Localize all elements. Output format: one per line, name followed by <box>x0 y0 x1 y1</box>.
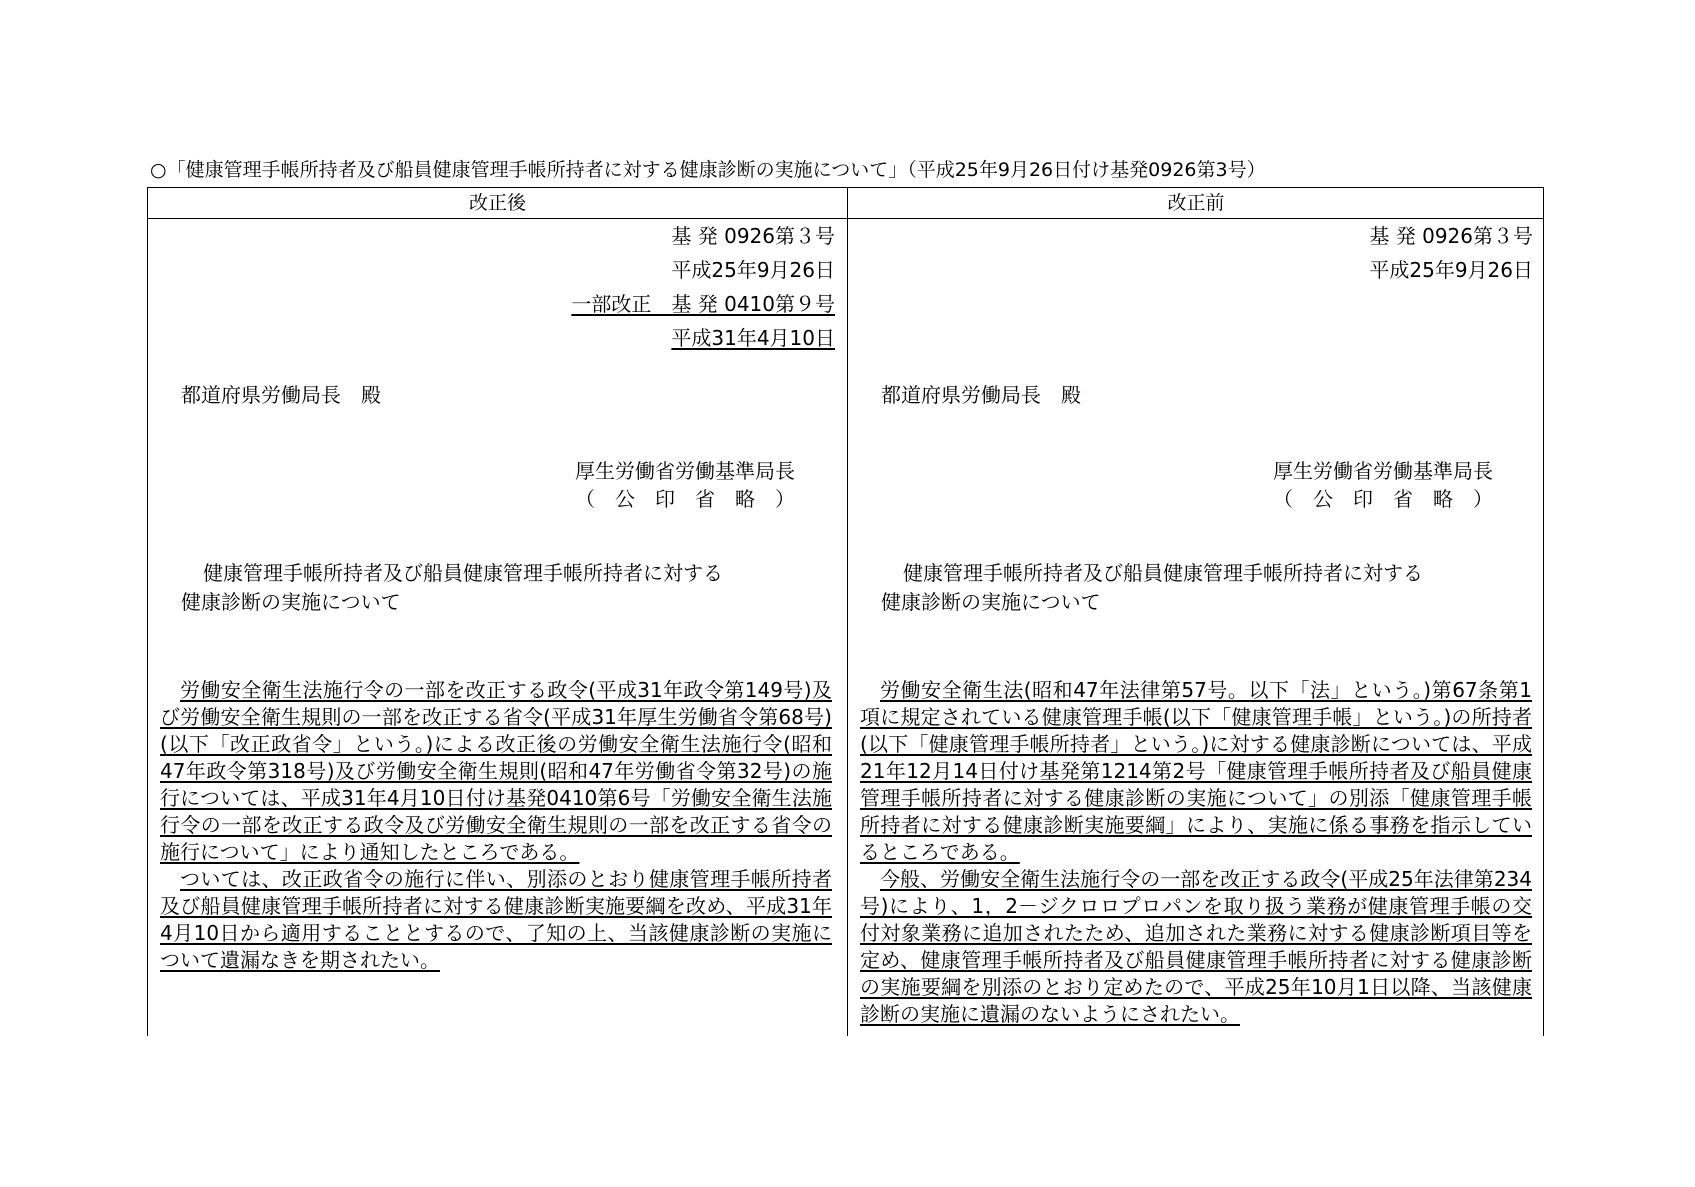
after-revision-number: 一部改正 基 発 0410第９号 <box>571 292 835 316</box>
after-seal-note: （ 公 印 省 略 ） <box>575 487 795 511</box>
column-header-before: 改正前 <box>1167 192 1225 214</box>
after-paragraph-2: ついては、改正政省令の施行に伴い、別添のとおり健康管理手帳所持者及び船員健康管理手帳所持者に対する健康診断実施要綱を改め、平成31年4月10日から適用することとするので、了知の上、当該健康診断の実施について遺漏なきを期されたい。 <box>160 867 832 972</box>
after-paragraph-1: 労働安全衛生法施行令の一部を改正する政令(平成31年政令第149号)及び労働安全衛生規則の一部を改正する省令(平成31年厚生労働省令第68号)(以下「改正政省令」という。)による改正後の労働安全衛生法施行令(昭和47年政令第318号)及び労働安全衛生規則(昭和47年労働省令第32号)の施行については、平成31年4月10日付け基発0410第6号「労働安全衛生法施行令の一部を改正する政令及び労働安全衛生規則の一部を改正する省令の施行について」により通知したところである。 <box>160 678 832 864</box>
after-sender-block <box>575 457 795 513</box>
before-subject-line2: 健康診断の実施について <box>881 590 1101 614</box>
before-sender-block <box>1273 457 1493 513</box>
before-paragraph-1: 労働安全衛生法(昭和47年法律第57号。以下「法」という。)第67条第1項に規定されている健康管理手帳(以下「健康管理手帳」という。)の所持者(以下「健康管理手帳所持者」という。)に対する健康診断については、平成21年12月14日付け基発第1214第2号「健康管理手帳所持者及び船員健康管理手帳所持者に対する健康診断の実施について」の別添「健康管理手帳所持者に対する健康診断実施要綱」により、実施に係る事務を指示しているところである。 <box>860 678 1532 864</box>
comparison-table <box>147 187 1544 1036</box>
after-sender: 厚生労働省労働基準局長 <box>575 459 795 483</box>
column-before <box>848 219 1545 1037</box>
after-body <box>160 677 832 974</box>
after-subject-line1: 健康管理手帳所持者及び船員健康管理手帳所持者に対する <box>203 561 723 585</box>
before-subject-line1: 健康管理手帳所持者及び船員健康管理手帳所持者に対する <box>903 561 1423 585</box>
before-sender: 厚生労働省労働基準局長 <box>1273 459 1493 483</box>
before-doc-number: 基 発 0926第３号 <box>1369 224 1533 248</box>
after-doc-date: 平成25年9月26日 <box>671 258 835 282</box>
table-header-row <box>148 188 1543 219</box>
before-doc-reference <box>1369 219 1533 287</box>
after-doc-number: 基 発 0926第３号 <box>671 224 835 248</box>
after-subject-line2: 健康診断の実施について <box>181 590 401 614</box>
before-addressee: 都道府県労働局長 殿 <box>881 383 1081 407</box>
before-paragraph-2: 今般、労働安全衛生法施行令の一部を改正する政令(平成25年法律第234号)により、1，2－ジクロロプロパンを取り扱う業務が健康管理手帳の交付対象業務に追加されたため、追加された業務に対する健康診断項目等を定め、健康管理手帳所持者及び船員健康管理手帳所持者に対する健康診断の実施要綱を別添のとおり定めたので、平成25年10月1日以降、当該健康診断の実施に遺漏のないようにされたい。 <box>860 867 1532 1026</box>
after-doc-reference <box>571 219 835 355</box>
before-seal-note: （ 公 印 省 略 ） <box>1273 487 1493 511</box>
document-heading: ○「健康管理手帳所持者及び船員健康管理手帳所持者に対する健康診断の実施について」（平成25年9月26日付け基発0926第3号） <box>150 159 1266 181</box>
before-body <box>860 677 1532 1028</box>
before-subject <box>881 559 1423 617</box>
before-doc-date: 平成25年9月26日 <box>1369 258 1533 282</box>
after-revision-date: 平成31年4月10日 <box>671 326 835 350</box>
after-addressee: 都道府県労働局長 殿 <box>181 383 381 407</box>
column-after <box>148 219 847 1037</box>
column-header-after: 改正後 <box>468 192 526 214</box>
after-subject <box>181 559 723 617</box>
